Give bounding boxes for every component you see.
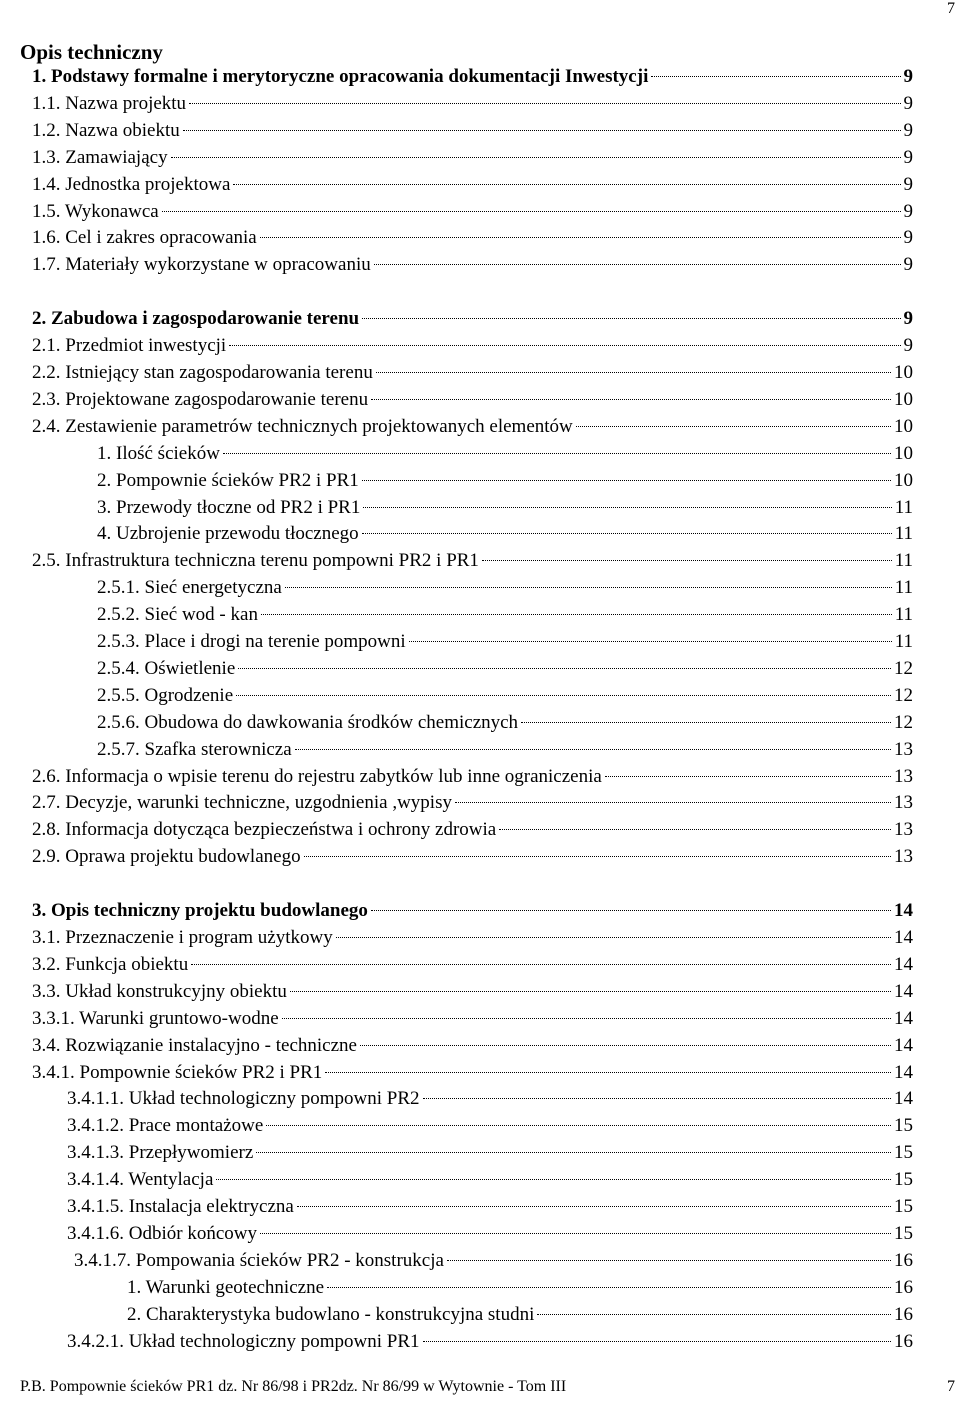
page-number-top: 7: [947, 0, 955, 17]
toc-entry-label: 2. Charakterystyka budowlano - konstrukcyjna studni: [127, 1303, 535, 1325]
toc-entry-label: 3.4.1.1. Układ technologiczny pompowni PR2: [67, 1088, 420, 1110]
toc-entry-label: 2.1. Przedmiot inwestycji: [32, 335, 227, 357]
toc-entry: [97, 468, 913, 494]
toc-entry-page: 9: [903, 227, 913, 249]
toc-entry: [97, 629, 913, 655]
toc-entry: [32, 764, 913, 790]
toc-entry: [97, 656, 913, 682]
toc-entry-page: 9: [903, 335, 913, 357]
toc-entry-page: 10: [894, 362, 913, 383]
toc-dot-leader: [285, 587, 892, 588]
toc-entry: [127, 1302, 913, 1328]
toc-entry-page: 13: [894, 738, 913, 760]
toc-entry-label: 1.4. Jednostka projektowa: [32, 173, 231, 195]
toc-entry-page: 14: [894, 900, 913, 922]
toc-entry-label: 3. Opis techniczny projektu budowlanego: [32, 900, 368, 922]
toc-entry-page: 15: [894, 1142, 913, 1164]
toc-entry-page: 15: [894, 1222, 913, 1244]
toc-dot-leader: [521, 722, 891, 723]
toc-entry: [32, 898, 913, 924]
toc-entry-label: 1.2. Nazwa obiektu: [32, 119, 180, 141]
toc-entry-page: 11: [894, 604, 913, 626]
toc-dot-leader: [376, 372, 891, 373]
toc-entry: [32, 790, 913, 816]
toc-dot-leader: [362, 318, 900, 319]
toc-entry-page: 13: [894, 765, 913, 787]
toc-entry-label: 2.5. Infrastruktura techniczna terenu pompowni PR2 i PR1: [32, 550, 479, 572]
toc-entry-page: 10: [894, 442, 913, 464]
toc-entry-label: 1.1. Nazwa projektu: [32, 92, 187, 114]
toc-entry-page: 15: [894, 1196, 913, 1217]
toc-entry: [32, 306, 913, 332]
toc-entry-label: 2.5.5. Ogrodzenie: [97, 684, 234, 706]
toc-entry-label: 2.3. Projektowane zagospodarowanie terenu: [32, 388, 369, 410]
toc-entry-page: 16: [894, 1276, 913, 1298]
toc-entry: [97, 710, 913, 736]
toc-entry-label: 2.7. Decyzje, warunki techniczne, uzgodnienia ,wypisy: [32, 792, 452, 814]
toc-dot-leader: [266, 1125, 891, 1126]
toc-entry-label: 3.2. Funkcja obiektu: [32, 953, 189, 975]
toc-dot-leader: [362, 533, 892, 534]
toc-entry: [32, 118, 913, 144]
toc-entry-label: 1. Ilość ścieków: [97, 442, 220, 464]
toc-entry-label: 1. Warunki geotechniczne: [127, 1276, 325, 1298]
toc-dot-leader: [325, 1072, 891, 1073]
toc-entry: [127, 1275, 913, 1301]
toc-entry: [67, 1086, 913, 1112]
toc-dot-leader: [447, 1260, 891, 1261]
toc-entry-page: 9: [903, 254, 913, 276]
toc-entry: [97, 737, 913, 763]
toc-entry: [97, 575, 913, 601]
toc-entry-label: 3.4.2.1. Układ technologiczny pompowni PR1: [67, 1330, 420, 1352]
toc-entry: [32, 64, 913, 90]
toc-dot-leader: [282, 1018, 891, 1019]
toc-entry: [32, 172, 913, 198]
toc-entry: [97, 602, 913, 628]
toc-entry-label: 2.5.1. Sieć energetyczna: [97, 577, 282, 599]
toc-entry-page: 16: [894, 1303, 913, 1325]
toc-entry-page: 11: [894, 577, 913, 599]
toc-entry-page: 10: [894, 415, 913, 437]
toc-entry-page: 9: [903, 308, 913, 330]
toc-entry-label: 2.5.4. Oświetlenie: [97, 657, 236, 679]
toc-dot-leader: [455, 802, 891, 803]
toc-entry-label: 2. Zabudowa i zagospodarowanie terenu: [32, 308, 360, 330]
toc-dot-leader: [290, 991, 891, 992]
toc-dot-leader: [256, 1152, 891, 1153]
toc-entry: [74, 1248, 913, 1274]
toc-entry-page: 12: [894, 684, 913, 706]
toc-entry-page: 11: [894, 523, 913, 545]
toc-entry: [67, 1167, 913, 1193]
toc-dot-leader: [236, 695, 891, 696]
toc-dot-leader: [327, 1287, 891, 1288]
toc-entry-page: 13: [894, 819, 913, 841]
toc-entry-page: 9: [903, 146, 913, 168]
toc-entry-page: 10: [894, 388, 913, 410]
toc-entry-page: 14: [894, 980, 913, 1002]
toc-entry: [32, 925, 913, 951]
toc-entry-label: 3.3. Układ konstrukcyjny obiektu: [32, 980, 287, 1002]
toc-dot-leader: [260, 237, 901, 238]
toc-dot-leader: [304, 856, 891, 857]
toc-entry-label: 1.5. Wykonawca: [32, 200, 159, 222]
toc-entry-page: 16: [894, 1330, 913, 1352]
toc-entry-page: 14: [894, 1007, 913, 1029]
toc-entry-label: 3.4.1.2. Prace montażowe: [67, 1115, 264, 1137]
toc-entry-page: 9: [903, 200, 913, 222]
toc-entry-page: 9: [903, 119, 913, 141]
toc-entry-page: 9: [903, 66, 913, 87]
toc-dot-leader: [409, 641, 892, 642]
toc-entry-page: 11: [894, 550, 913, 572]
toc-dot-leader: [162, 211, 901, 212]
toc-entry: [32, 252, 913, 278]
toc-entry: [32, 91, 913, 117]
toc-dot-leader: [499, 829, 891, 830]
toc-entry-page: 12: [894, 711, 913, 733]
toc-entry: [32, 1033, 913, 1059]
toc-entry-label: 3.4. Rozwiązanie instalacyjno - techniczne: [32, 1034, 357, 1056]
toc-entry-page: 13: [894, 792, 913, 814]
toc-entry-label: 2.2. Istniejący stan zagospodarowania terenu: [32, 362, 373, 383]
toc-entry-label: 3.4.1.7. Pompowania ścieków PR2 - konstrukcja: [74, 1249, 444, 1271]
toc-entry: [97, 441, 913, 467]
toc-entry-label: 2.6. Informacja o wpisie terenu do rejestru zabytków lub inne ograniczenia: [32, 765, 602, 787]
toc-entry-page: 9: [903, 92, 913, 114]
toc-dot-leader: [171, 157, 901, 158]
toc-entry: [32, 548, 913, 574]
toc-dot-leader: [362, 480, 891, 481]
toc-dot-leader: [261, 614, 892, 615]
toc-entry-label: 1. Podstawy formalne i merytoryczne opracowania dokumentacji Inwestycji: [32, 66, 649, 87]
toc-entry: [67, 1221, 913, 1247]
toc-entry-page: 15: [894, 1115, 913, 1137]
toc-dot-leader: [297, 1206, 891, 1207]
toc-entry-label: 2.9. Oprawa projektu budowlanego: [32, 846, 301, 868]
toc-entry: [97, 683, 913, 709]
page-footer: [20, 1378, 955, 1396]
toc-entry-page: 13: [894, 846, 913, 868]
toc-dot-leader: [336, 937, 891, 938]
toc-entry-label: 3.4.1.4. Wentylacja: [67, 1169, 214, 1191]
toc-entry-label: 2.8. Informacja dotycząca bezpieczeństwa i ochrony zdrowia: [32, 819, 497, 841]
toc-entry: [32, 844, 913, 870]
toc-entry: [32, 387, 913, 413]
toc-entry: [32, 952, 913, 978]
toc-entry-label: 3.1. Przeznaczenie i program użytkowy: [32, 927, 333, 948]
toc-dot-leader: [223, 453, 891, 454]
toc-dot-leader: [183, 130, 901, 131]
toc-entry: [67, 1140, 913, 1166]
toc-dot-leader: [423, 1098, 891, 1099]
toc-dot-leader: [229, 345, 900, 346]
toc-entry: [32, 145, 913, 171]
toc-entry-page: 9: [903, 173, 913, 195]
toc-dot-leader: [423, 1341, 891, 1342]
toc-dot-leader: [233, 184, 900, 185]
toc-entry: [32, 1060, 913, 1086]
toc-entry-page: 12: [894, 657, 913, 679]
toc-entry-page: 16: [894, 1249, 913, 1271]
toc-entry: [67, 1113, 913, 1139]
toc-entry-page: 14: [894, 1061, 913, 1083]
toc-entry-label: 3.4.1. Pompownie ścieków PR2 i PR1: [32, 1061, 323, 1083]
toc-entry: [32, 199, 913, 225]
document-title: Opis techniczny: [20, 40, 163, 64]
footer-text: P.B. Pompownie ścieków PR1 dz. Nr 86/98 i PR2dz. Nr 86/99 w Wytownie - Tom III: [20, 1378, 567, 1395]
toc-entry-page: 10: [894, 469, 913, 491]
toc-entry-page: 11: [894, 496, 913, 518]
toc-dot-leader: [537, 1314, 891, 1315]
toc-entry-page: 14: [894, 1088, 913, 1110]
toc-dot-leader: [260, 1233, 891, 1234]
toc-entry-label: 3.4.1.5. Instalacja elektryczna: [67, 1196, 294, 1217]
toc-entry-label: 3.4.1.3. Przepływomierz: [67, 1142, 254, 1164]
toc-entry-label: 2.5.7. Szafka sterownicza: [97, 738, 292, 760]
toc-dot-leader: [651, 76, 900, 77]
toc-entry: [32, 979, 913, 1005]
footer-page-number: 7: [947, 1378, 955, 1395]
toc-entry-label: 1.6. Cel i zakres opracowania: [32, 227, 257, 249]
toc-entry-page: 11: [894, 631, 913, 652]
toc-entry-page: 14: [894, 953, 913, 975]
toc-entry-label: 2.5.3. Place i drogi na terenie pompowni: [97, 631, 406, 652]
toc-dot-leader: [363, 507, 891, 508]
toc-entry-label: 2.5.6. Obudowa do dawkowania środków chemicznych: [97, 711, 519, 733]
toc-dot-leader: [576, 426, 891, 427]
toc-dot-leader: [371, 910, 891, 911]
toc-dot-leader: [360, 1045, 891, 1046]
toc-entry: [97, 521, 913, 547]
toc-entry: [32, 1006, 913, 1032]
toc-entry: [97, 495, 913, 521]
toc-entry-label: 3. Przewody tłoczne od PR2 i PR1: [97, 496, 361, 518]
toc-entry-label: 2.4. Zestawienie parametrów technicznych projektowanych elementów: [32, 415, 573, 437]
toc-entry: [32, 817, 913, 843]
toc-entry-label: 3.4.1.6. Odbiór końcowy: [67, 1222, 257, 1244]
toc-dot-leader: [374, 264, 901, 265]
toc-entry-page: 14: [894, 927, 913, 948]
toc-dot-leader: [238, 668, 891, 669]
toc-dot-leader: [605, 776, 891, 777]
toc-entry: [67, 1329, 913, 1355]
toc-entry: [32, 333, 913, 359]
toc-entry-label: 4. Uzbrojenie przewodu tłocznego: [97, 523, 359, 545]
toc-dot-leader: [371, 399, 891, 400]
toc-entry-label: 3.3.1. Warunki gruntowo-wodne: [32, 1007, 279, 1029]
toc-entry: [32, 414, 913, 440]
toc-dot-leader: [191, 964, 891, 965]
toc-dot-leader: [295, 749, 891, 750]
toc-entry-label: 2. Pompownie ścieków PR2 i PR1: [97, 469, 359, 491]
toc-entry-label: 1.3. Zamawiający: [32, 146, 168, 168]
toc-dot-leader: [482, 560, 892, 561]
toc-entry-page: 15: [894, 1169, 913, 1191]
toc-entry-label: 1.7. Materiały wykorzystane w opracowaniu: [32, 254, 371, 276]
toc-entry-page: 14: [894, 1034, 913, 1056]
toc-dot-leader: [216, 1179, 891, 1180]
toc-entry: [32, 225, 913, 251]
toc-entry-label: 2.5.2. Sieć wod - kan: [97, 604, 258, 626]
toc-entry: [32, 360, 913, 386]
toc-entry: [67, 1194, 913, 1220]
toc-dot-leader: [189, 103, 900, 104]
